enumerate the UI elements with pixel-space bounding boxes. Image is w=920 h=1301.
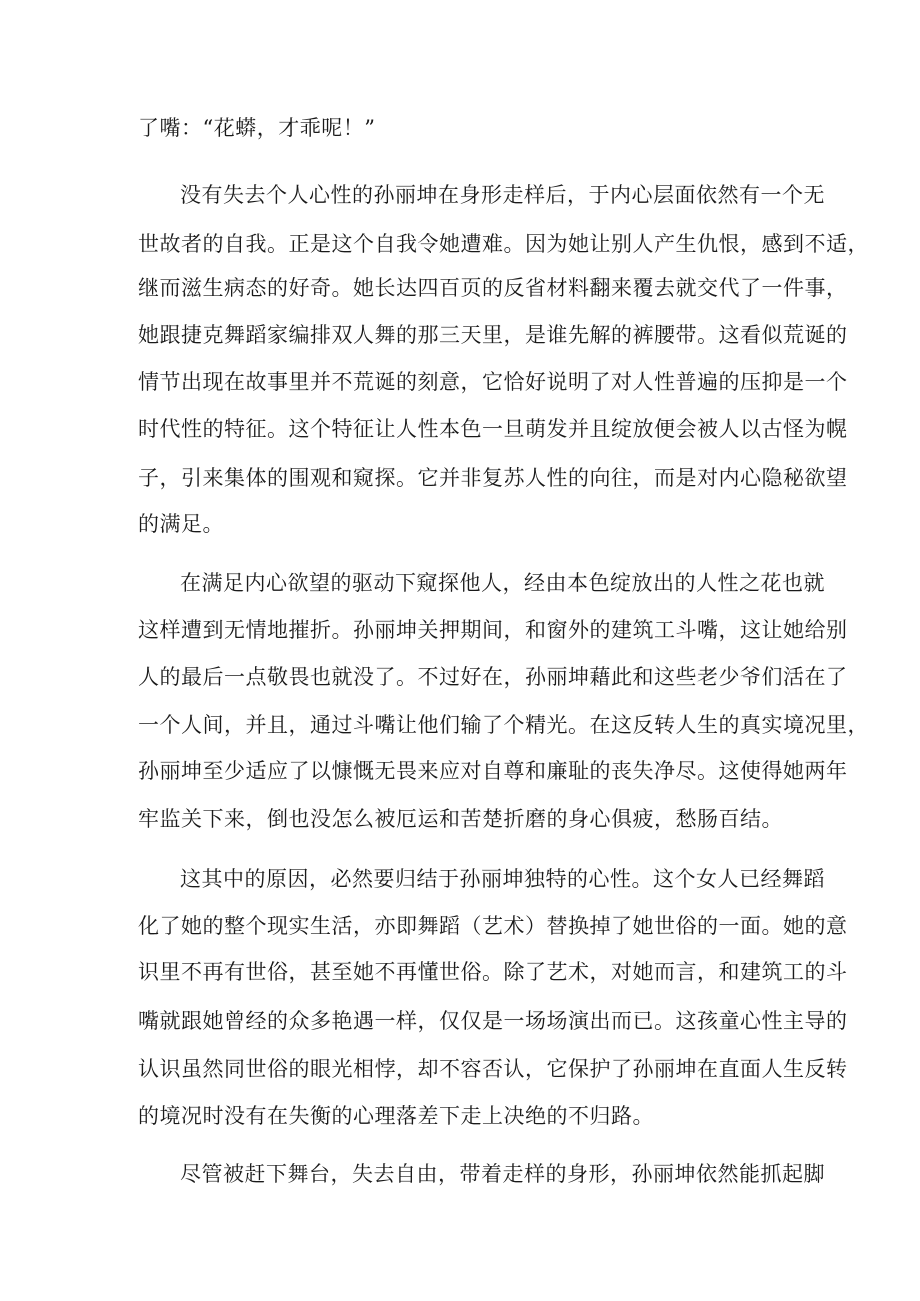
text-line: 识里不再有世俗，甚至她不再懂世俗。除了艺术，对她而言，和建筑工的斗: [138, 960, 848, 984]
text-line: 牢监关下来，倒也没怎么被厄运和苦楚折磨的身心俱疲，愁肠百结。: [138, 807, 783, 831]
text-line: 继而滋生病态的好奇。她长达四百页的反省材料翻来覆去就交代了一件事，: [138, 276, 848, 300]
text-line: 情节出现在故事里并不荒诞的刻意，它恰好说明了对人性普遍的压抑是一个: [138, 370, 848, 394]
text-line: 在满足内心欲望的驱动下窥探他人，经由本色绽放出的人性之花也就: [180, 571, 825, 595]
text-line: 世故者的自我。正是这个自我令她遭难。因为她让别人产生仇恨，感到不适，: [138, 232, 869, 256]
text-line: 时代性的特征。这个特征让人性本色一旦萌发并且绽放便会被人以古怪为幌: [138, 417, 848, 441]
text-line: 人的最后一点敬畏也就没了。不过好在，孙丽坤藉此和这些老少爷们活在了: [138, 665, 848, 689]
text-line: 孙丽坤至少适应了以慷慨无畏来应对自尊和廉耻的丧失净尽。这使得她两年: [138, 759, 848, 783]
text-line: 子，引来集体的围观和窥探。它并非复苏人性的向往，而是对内心隐秘欲望: [138, 466, 848, 490]
text-line: 的境况时没有在失衡的心理落差下走上决绝的不归路。: [138, 1104, 654, 1128]
text-line: 她跟捷克舞蹈家编排双人舞的那三天里，是谁先解的裤腰带。这看似荒诞的: [138, 323, 848, 347]
text-line: 一个人间，并且，通过斗嘴让他们输了个精光。在这反转人生的真实境况里，: [138, 713, 869, 737]
text-line: 这其中的原因，必然要归结于孙丽坤独特的心性。这个女人已经舞蹈: [180, 867, 825, 891]
text-line: 认识虽然同世俗的眼光相悖，却不容否认，它保护了孙丽坤在直面人生反转: [138, 1057, 848, 1081]
text-line: 的满足。: [138, 512, 224, 536]
text-line: 了嘴：“花蟒，才乖呢！”: [138, 116, 376, 140]
text-line: 化了她的整个现实生活，亦即舞蹈（艺术）替换掉了她世俗的一面。她的意: [138, 914, 848, 938]
text-line: 这样遭到无情地摧折。孙丽坤关押期间，和窗外的建筑工斗嘴，这让她给别: [138, 618, 848, 642]
text-line: 没有失去个人心性的孙丽坤在身形走样后，于内心层面依然有一个无: [180, 183, 825, 207]
text-line: 嘴就跟她曾经的众多艳遇一样，仅仅是一场场演出而已。这孩童心性主导的: [138, 1009, 848, 1033]
text-line: 尽管被赶下舞台，失去自由，带着走样的身形，孙丽坤依然能抓起脚: [180, 1162, 825, 1186]
